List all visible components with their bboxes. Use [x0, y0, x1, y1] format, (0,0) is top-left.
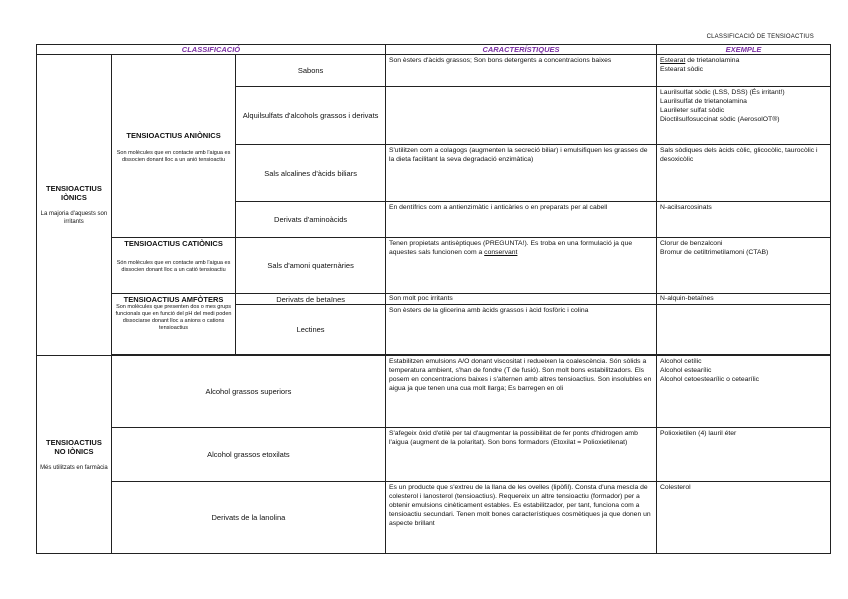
- example-underlined: Estearat: [660, 57, 686, 64]
- type-name: Derivats d'aminoàcids: [236, 202, 386, 238]
- characteristics-underlined: conservant: [484, 249, 518, 256]
- type-characteristics: En dentífrics com a antienzimàtic i anticàries o en preparats per al cabell: [385, 202, 656, 238]
- example-text: Polioxietilen (4) lauril éter: [660, 430, 737, 437]
- type-examples: [657, 145, 831, 202]
- example-text: Colesterol: [660, 484, 691, 491]
- subgroup-amfoters-note: Son molècules que presenten dos o mes grups funcionals que en funció del pH del medi poden dissociarse donant lloc a anions o cations tensioactius: [115, 304, 232, 331]
- table-row: [37, 428, 831, 482]
- type-examples: [657, 55, 831, 87]
- example-text: de trietanolamina: [685, 57, 740, 64]
- subgroup-amfoters-title: TENSIOACTIUS AMFÒTERS: [123, 295, 224, 304]
- type-name: Sals d'amoni quaternàries: [236, 238, 386, 294]
- type-name: Sabons: [236, 55, 386, 87]
- subgroup-cationics-title: TENSIOACTIUS CATIÒNICS: [124, 239, 223, 248]
- table-row: [37, 356, 831, 428]
- type-name: Alcohol grassos etoxilats: [111, 428, 385, 482]
- type-name: Derivats de betaïnes: [236, 294, 386, 305]
- table-row: [37, 55, 831, 87]
- example-text: Clorur de benzalconi: [660, 240, 723, 247]
- document-title: CLASSIFICACIÓ DE TENSIOACTIUS: [706, 34, 814, 40]
- type-name: Lectines: [236, 305, 386, 355]
- group-noionics-note: Més utilitzats en farmàcia: [40, 464, 108, 471]
- example-text: Alcohol cetoestearílic o cetearílic: [660, 376, 759, 383]
- type-characteristics: S'utilitzen com a colagogs (augmenten la secreció biliar) i emulsifiquen les grasses de la dieta facilitant la seva degradació enzimàtica): [385, 145, 656, 202]
- table-row: [37, 294, 831, 305]
- example-text: Laurileter sulfat sòdic: [660, 107, 725, 114]
- subgroup-anionics: [111, 55, 235, 238]
- subgroup-amfoters: [111, 294, 235, 355]
- example-text: Alcohol estearílic: [660, 367, 712, 374]
- example-text: Bromur de cetiltrimetilamoni (CTAB): [660, 249, 769, 256]
- type-examples: [657, 305, 831, 355]
- example-text: N-acilsarcosinats: [660, 204, 712, 211]
- example-text: Laurilsulfat de trietanolamina: [660, 98, 747, 105]
- type-characteristics: [385, 87, 656, 145]
- type-examples: [657, 87, 831, 145]
- example-text: Alcohol cetílic: [660, 358, 702, 365]
- example-text: Sals sòdiques dels àcids còlic, glicocòlic, taurocòlic i desoxicòlic: [660, 147, 818, 163]
- type-examples: [657, 202, 831, 238]
- type-characteristics: S'afegeix òxid d'etilè per tal d'augmentar la possibilitat de fer ponts d'hidrogen amb l'aigua (augment de la polaritat). Son bons formadors (Etoxilat = Polioxietilenat): [385, 428, 656, 482]
- group-ionics-note: La majoria d'aquests son irritants: [40, 211, 108, 225]
- classification-table: [36, 44, 831, 554]
- type-characteristics: Son molt poc irritants: [385, 294, 656, 305]
- type-characteristics: Son èsters d'àcids grassos; Son bons detergents a concentracions baixes: [385, 55, 656, 87]
- type-examples: [657, 238, 831, 294]
- group-noionics-title: TENSIOACTIUS NO IÒNICS: [46, 437, 102, 456]
- header-caracteristiques: CARACTERÍSTIQUES: [385, 45, 656, 55]
- header-row: [37, 45, 831, 55]
- type-characteristics: Son èsters de la glicerina amb àcids grassos i àcid fosfòric i colina: [385, 305, 656, 355]
- type-characteristics: [385, 238, 656, 294]
- table-row: [37, 238, 831, 294]
- type-characteristics: Es un producte que s'extreu de la llana de les ovelles (lipòfil). Consta d'una mescla de colesterol i lanosterol (tensioactius). Requereix un altre tensioactiu (formador) per a obtenir emulsions cinèticament estables. Es estabilitzador, per tant, funciona com a tensioactiu secundari. Tenen molt bones característiques cosmètiques ja que donen un aspecte brillant: [385, 482, 656, 554]
- type-examples: [657, 482, 831, 554]
- table-row: [37, 482, 831, 554]
- type-characteristics: Estabilitzen emulsions A/O donant viscositat i redueixen la coalescència. Són sòlids a temperatura ambient, s'han de fondre (T de fusió). Son molt bons estabilitzadors. Els posem en concentracions baixes i s'alternen amb altres tensioactius. Son insolubles en aigua ja que tenen una cua molt llarga; Es barregen en oli: [385, 356, 656, 428]
- subgroup-cationics-note: Són molècules que en contacte amb l'aigua es dissocien donant lloc a un catió tensioactiu: [116, 260, 231, 273]
- header-exemple: EXEMPLE: [657, 45, 831, 55]
- type-name: Sals alcalines d'àcids biliars: [236, 145, 386, 202]
- characteristics-text: Tenen propietats antisèptiques (PREGUNTA!). Es troba en una formulació ja que aquestes sals funcionen com a: [388, 240, 633, 256]
- subgroup-cationics: [111, 238, 235, 294]
- type-name: Alquilsulfats d'alcohols grassos i derivats: [236, 87, 386, 145]
- example-text: N-alquin-betaïnes: [660, 295, 714, 302]
- example-text: Dioctilsulfosuccinat sòdic (AerosolOT®): [660, 116, 780, 123]
- group-ionics: [37, 55, 112, 356]
- type-name: Derivats de la lanolina: [111, 482, 385, 554]
- type-name: Alcohol grassos superiors: [111, 356, 385, 428]
- group-noionics: [37, 356, 112, 554]
- type-examples: [657, 294, 831, 305]
- subgroup-anionics-title: TENSIOACTIUS ANIÒNICS: [126, 131, 221, 140]
- header-classificacio: CLASSIFICACIÓ: [37, 45, 386, 55]
- example-text: Laurilsulfat sòdic (LSS, DSS) (És irritant!): [660, 89, 785, 96]
- example-text: Estearat sòdic: [660, 66, 704, 73]
- group-ionics-title: TENSIOACTIUS IÒNICS: [46, 184, 102, 202]
- type-examples: [657, 428, 831, 482]
- subgroup-anionics-note: Son molècules que en contacte amb l'aigua es dissocien donant lloc a un anió tensioactiu: [116, 150, 231, 163]
- type-examples: [657, 356, 831, 428]
